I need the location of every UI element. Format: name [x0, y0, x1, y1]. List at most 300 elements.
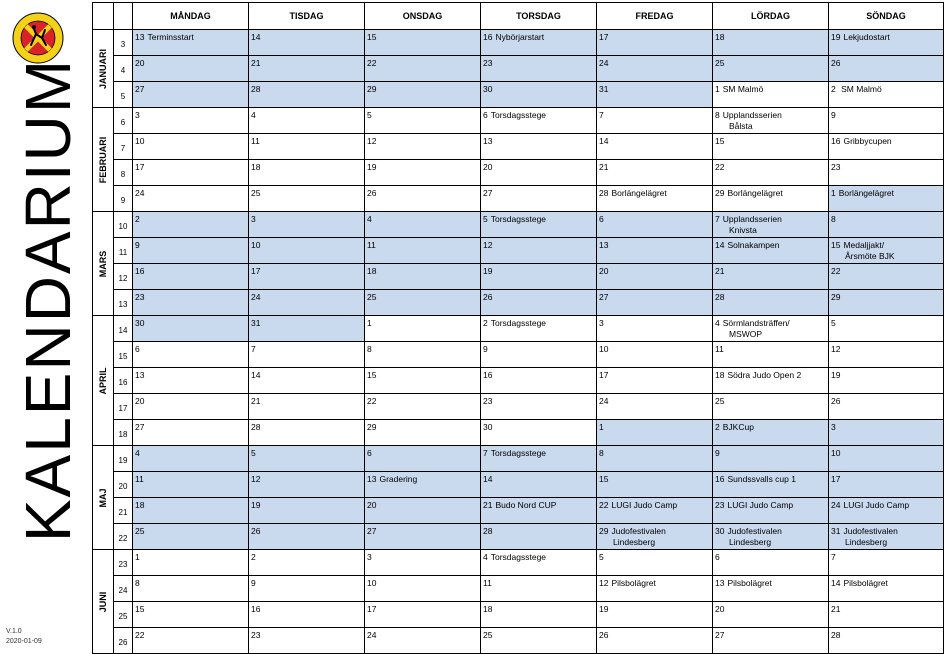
day-number: 20 — [483, 162, 493, 172]
day-number: 20 — [367, 500, 377, 510]
day-number: 11 — [483, 578, 492, 588]
event-label: Borlängelägret — [611, 188, 667, 198]
day-number: 2 — [831, 84, 836, 94]
day-number: 15 — [599, 474, 609, 484]
day-number: 28 — [251, 422, 261, 432]
day-cell — [133, 498, 249, 524]
day-number: 6 — [483, 110, 488, 120]
month-label: JANUARI — [98, 48, 108, 89]
day-cell — [481, 576, 597, 602]
event-label: Upplandsserien — [722, 214, 782, 224]
event-label: Terminsstart — [147, 32, 194, 42]
day-number: 8 — [367, 344, 372, 354]
day-cell — [365, 576, 481, 602]
week-row — [93, 420, 944, 446]
day-cell — [597, 186, 713, 212]
event-label: LUGI Judo Camp — [843, 500, 910, 510]
day-number: 18 — [715, 370, 725, 380]
day-number: 12 — [483, 240, 493, 250]
day-number: 3 — [251, 214, 256, 224]
day-number: 15 — [715, 136, 725, 146]
day-cell — [133, 186, 249, 212]
day-number: 24 — [367, 630, 377, 640]
day-number: 10 — [251, 240, 261, 250]
day-number: 27 — [367, 526, 377, 536]
day-number: 19 — [367, 162, 377, 172]
day-number: 7 — [251, 344, 256, 354]
day-number: 22 — [135, 630, 145, 640]
day-cell — [481, 264, 597, 290]
week-row — [93, 186, 944, 212]
event-label: Pilsbolägret — [727, 578, 772, 588]
month-label: APRIL — [98, 367, 108, 394]
week-row — [93, 576, 944, 602]
day-number: 6 — [367, 448, 372, 458]
month-label: FEBRUARI — [98, 136, 108, 183]
day-cell — [249, 134, 365, 160]
day-number: 24 — [599, 58, 609, 68]
day-number: 8 — [715, 110, 720, 120]
day-cell — [365, 628, 481, 654]
event-label: Torsdagsstege — [490, 552, 547, 562]
week-row — [93, 368, 944, 394]
event-label: LUGI Judo Camp — [611, 500, 678, 510]
day-number: 10 — [367, 578, 377, 588]
day-number: 13 — [135, 370, 145, 380]
day-cell — [133, 550, 249, 576]
day-number: 23 — [483, 58, 493, 68]
day-number: 5 — [251, 448, 256, 458]
day-number: 18 — [135, 500, 145, 510]
day-cell — [249, 238, 365, 264]
day-cell — [249, 342, 365, 368]
day-number: 23 — [251, 630, 261, 640]
day-cell — [713, 602, 829, 628]
day-number: 12 — [599, 578, 609, 588]
day-cell — [597, 602, 713, 628]
day-number: 2 — [251, 552, 256, 562]
day-cell — [713, 56, 829, 82]
day-number: 16 — [251, 604, 261, 614]
day-cell — [481, 186, 597, 212]
event-label: Pilsbolägret — [843, 578, 888, 588]
day-cell — [597, 342, 713, 368]
day-number: 20 — [135, 396, 145, 406]
day-cell — [597, 108, 713, 134]
day-number: 11 — [715, 344, 724, 354]
day-cell — [365, 186, 481, 212]
event-label: Borlängelägret — [727, 188, 783, 198]
day-cell — [597, 446, 713, 472]
week-number: 13 — [114, 290, 133, 316]
day-number: 14 — [715, 240, 725, 250]
day-cell — [597, 628, 713, 654]
day-cell — [365, 56, 481, 82]
month-label-cell — [93, 108, 114, 212]
day-number: 10 — [599, 344, 609, 354]
day-cell — [713, 524, 829, 550]
day-number: 31 — [251, 318, 261, 328]
day-number: 25 — [715, 58, 725, 68]
day-header: TORSDAG — [481, 3, 597, 30]
event-label: Torsdagsstege — [490, 318, 547, 328]
day-number: 9 — [483, 344, 488, 354]
club-logo — [12, 12, 64, 64]
day-cell — [597, 264, 713, 290]
day-number: 20 — [715, 604, 725, 614]
day-cell — [597, 290, 713, 316]
day-cell — [133, 394, 249, 420]
day-cell — [481, 290, 597, 316]
day-number: 19 — [831, 32, 841, 42]
day-number: 9 — [251, 578, 256, 588]
day-number: 14 — [599, 136, 609, 146]
week-number: 24 — [114, 576, 133, 602]
day-cell — [829, 316, 944, 342]
day-number: 19 — [251, 500, 261, 510]
month-label-cell — [93, 316, 114, 446]
day-number: 2 — [135, 214, 140, 224]
week-row — [93, 550, 944, 576]
event-label: LUGI Judo Camp — [727, 500, 794, 510]
day-cell — [829, 212, 944, 238]
week-number: 10 — [114, 212, 133, 238]
day-number: 16 — [135, 266, 145, 276]
day-number: 24 — [135, 188, 145, 198]
day-number: 11 — [251, 136, 260, 146]
day-cell — [249, 186, 365, 212]
week-number: 15 — [114, 342, 133, 368]
day-number: 13 — [367, 474, 377, 484]
day-cell — [597, 524, 713, 550]
day-number: 6 — [715, 552, 720, 562]
day-cell — [133, 290, 249, 316]
day-cell — [597, 420, 713, 446]
event-label: Upplandsserien — [722, 110, 782, 120]
day-number: 21 — [251, 58, 261, 68]
day-number: 29 — [367, 422, 377, 432]
day-number: 13 — [599, 240, 609, 250]
day-cell — [365, 472, 481, 498]
day-header: ONSDAG — [365, 3, 481, 30]
week-number: 22 — [114, 524, 133, 550]
day-number: 29 — [831, 292, 841, 302]
day-number: 20 — [599, 266, 609, 276]
day-number: 18 — [483, 604, 493, 614]
day-header: TISDAG — [249, 3, 365, 30]
day-number: 25 — [715, 396, 725, 406]
day-number: 16 — [483, 32, 493, 42]
month-label: JUNI — [98, 591, 108, 612]
day-number: 18 — [367, 266, 377, 276]
day-cell — [481, 420, 597, 446]
day-number: 17 — [135, 162, 145, 172]
day-number: 11 — [135, 474, 144, 484]
day-number: 16 — [831, 136, 841, 146]
day-cell — [481, 316, 597, 342]
day-cell — [713, 550, 829, 576]
day-header: LÖRDAG — [713, 3, 829, 30]
day-header: MÅNDAG — [133, 3, 249, 30]
day-cell — [249, 56, 365, 82]
day-number: 25 — [483, 630, 493, 640]
day-cell — [829, 368, 944, 394]
event-label: Pilsbolägret — [611, 578, 656, 588]
event-label-line2: Lindesberg — [845, 537, 888, 547]
week-row — [93, 498, 944, 524]
week-row — [93, 342, 944, 368]
week-number: 21 — [114, 498, 133, 524]
day-cell — [133, 368, 249, 394]
event-label-line2: Lindesberg — [729, 537, 772, 547]
day-cell — [133, 576, 249, 602]
day-cell — [249, 446, 365, 472]
day-cell — [249, 316, 365, 342]
day-cell — [365, 160, 481, 186]
day-number: 23 — [483, 396, 493, 406]
day-cell — [249, 498, 365, 524]
day-cell — [365, 264, 481, 290]
day-cell — [829, 446, 944, 472]
day-cell — [481, 446, 597, 472]
day-cell — [597, 82, 713, 108]
day-number: 2 — [483, 318, 488, 328]
week-number: 11 — [114, 238, 133, 264]
day-cell — [481, 342, 597, 368]
event-label: SM Malmö — [838, 84, 882, 94]
day-number: 26 — [831, 396, 841, 406]
day-cell — [481, 602, 597, 628]
day-cell — [597, 576, 713, 602]
day-cell — [713, 160, 829, 186]
day-number: 20 — [135, 58, 145, 68]
week-number: 8 — [114, 160, 133, 186]
day-number: 28 — [715, 292, 725, 302]
day-cell — [365, 82, 481, 108]
day-number: 5 — [599, 552, 604, 562]
day-number: 16 — [715, 474, 725, 484]
week-number: 3 — [114, 30, 133, 56]
day-number: 12 — [251, 474, 261, 484]
event-label: Nybörjarstart — [495, 32, 545, 42]
day-cell — [829, 420, 944, 446]
day-cell — [829, 56, 944, 82]
day-cell — [597, 316, 713, 342]
day-number: 10 — [135, 136, 145, 146]
day-cell — [481, 628, 597, 654]
day-number: 25 — [135, 526, 145, 536]
day-number: 8 — [135, 578, 140, 588]
day-cell — [133, 160, 249, 186]
week-number: 5 — [114, 82, 133, 108]
day-cell — [713, 30, 829, 56]
day-number: 24 — [251, 292, 261, 302]
day-number: 25 — [367, 292, 377, 302]
day-number: 14 — [483, 474, 493, 484]
day-number: 5 — [831, 318, 836, 328]
day-number: 7 — [715, 214, 720, 224]
day-cell — [133, 212, 249, 238]
week-number: 9 — [114, 186, 133, 212]
day-number: 27 — [135, 84, 145, 94]
day-number: 22 — [715, 162, 725, 172]
day-number: 22 — [831, 266, 841, 276]
day-cell — [829, 108, 944, 134]
day-cell — [713, 472, 829, 498]
day-cell — [597, 212, 713, 238]
day-cell — [713, 238, 829, 264]
week-number: 6 — [114, 108, 133, 134]
week-row — [93, 238, 944, 264]
event-label: Judofestivalen — [611, 526, 666, 536]
day-cell — [829, 238, 944, 264]
day-cell — [365, 550, 481, 576]
day-number: 4 — [715, 318, 720, 328]
day-number: 3 — [599, 318, 604, 328]
day-number: 17 — [599, 370, 609, 380]
day-number: 14 — [251, 32, 261, 42]
day-cell — [597, 550, 713, 576]
day-number: 7 — [831, 552, 836, 562]
week-row — [93, 290, 944, 316]
day-number: 23 — [135, 292, 145, 302]
day-cell — [249, 628, 365, 654]
day-cell — [249, 30, 365, 56]
day-cell — [829, 160, 944, 186]
month-label-cell — [93, 30, 114, 108]
day-cell — [713, 628, 829, 654]
day-number: 7 — [599, 110, 604, 120]
day-number: 22 — [367, 58, 377, 68]
month-label-cell — [93, 212, 114, 316]
day-cell — [481, 30, 597, 56]
calendar-table — [92, 2, 944, 654]
week-row — [93, 472, 944, 498]
day-number: 26 — [599, 630, 609, 640]
day-number: 14 — [251, 370, 261, 380]
event-label: BJKCup — [722, 422, 754, 432]
week-row — [93, 56, 944, 82]
day-number: 6 — [135, 344, 140, 354]
week-row — [93, 524, 944, 550]
day-number: 11 — [367, 240, 376, 250]
day-cell — [133, 264, 249, 290]
day-cell — [829, 576, 944, 602]
day-number: 3 — [831, 422, 836, 432]
day-cell — [829, 498, 944, 524]
day-number: 5 — [367, 110, 372, 120]
day-cell — [713, 394, 829, 420]
day-cell — [481, 498, 597, 524]
day-number: 13 — [483, 136, 493, 146]
version-info — [6, 627, 42, 647]
day-cell — [597, 368, 713, 394]
day-cell — [829, 290, 944, 316]
day-cell — [481, 108, 597, 134]
day-cell — [365, 602, 481, 628]
week-row — [93, 628, 944, 654]
day-number: 9 — [715, 448, 720, 458]
month-label: MAJ — [98, 487, 108, 508]
day-number: 30 — [483, 422, 493, 432]
day-number: 21 — [599, 162, 609, 172]
day-cell — [365, 108, 481, 134]
event-label-line2: Lindesberg — [613, 537, 656, 547]
day-number: 27 — [599, 292, 609, 302]
month-label-cell — [93, 550, 114, 654]
day-cell — [713, 342, 829, 368]
day-number: 4 — [251, 110, 256, 120]
day-cell — [133, 82, 249, 108]
day-cell — [365, 212, 481, 238]
week-number: 17 — [114, 394, 133, 420]
day-cell — [133, 30, 249, 56]
week-row — [93, 160, 944, 186]
event-label: Judofestivalen — [727, 526, 782, 536]
day-cell — [829, 394, 944, 420]
day-cell — [249, 160, 365, 186]
day-number: 21 — [251, 396, 261, 406]
week-number: 4 — [114, 56, 133, 82]
day-cell — [481, 160, 597, 186]
day-cell — [365, 420, 481, 446]
day-number: 29 — [367, 84, 377, 94]
day-number: 12 — [367, 136, 377, 146]
day-cell — [829, 602, 944, 628]
event-label: Lekjudostart — [843, 32, 890, 42]
day-cell — [249, 212, 365, 238]
week-row — [93, 212, 944, 238]
week-row — [93, 446, 944, 472]
day-cell — [481, 212, 597, 238]
day-cell — [365, 368, 481, 394]
day-cell — [713, 420, 829, 446]
day-number: 8 — [599, 448, 604, 458]
day-cell — [713, 212, 829, 238]
day-cell — [365, 134, 481, 160]
day-number: 17 — [599, 32, 609, 42]
day-cell — [133, 108, 249, 134]
event-label-line2: Årsmöte BJK — [845, 251, 895, 261]
day-number: 23 — [831, 162, 841, 172]
day-number: 15 — [367, 32, 377, 42]
day-cell — [713, 316, 829, 342]
day-number: 1 — [715, 84, 720, 94]
day-number: 27 — [483, 188, 493, 198]
event-label: Torsdagsstege — [490, 448, 547, 458]
day-number: 29 — [715, 188, 725, 198]
day-cell — [365, 446, 481, 472]
day-number: 1 — [831, 188, 836, 198]
day-number: 28 — [831, 630, 841, 640]
day-number: 10 — [831, 448, 841, 458]
day-cell — [829, 342, 944, 368]
page-title: KALENDARIUM — [12, 57, 84, 543]
event-label: Sörmlandsträffen/ — [722, 318, 790, 328]
week-number: 25 — [114, 602, 133, 628]
day-cell — [249, 108, 365, 134]
day-number: 1 — [367, 318, 372, 328]
day-cell — [597, 30, 713, 56]
day-header: FREDAG — [597, 3, 713, 30]
day-cell — [133, 628, 249, 654]
day-cell — [365, 316, 481, 342]
day-cell — [829, 628, 944, 654]
event-label: Gribbycupen — [843, 136, 892, 146]
week-row — [93, 30, 944, 56]
day-cell — [481, 82, 597, 108]
day-number: 31 — [831, 526, 841, 536]
